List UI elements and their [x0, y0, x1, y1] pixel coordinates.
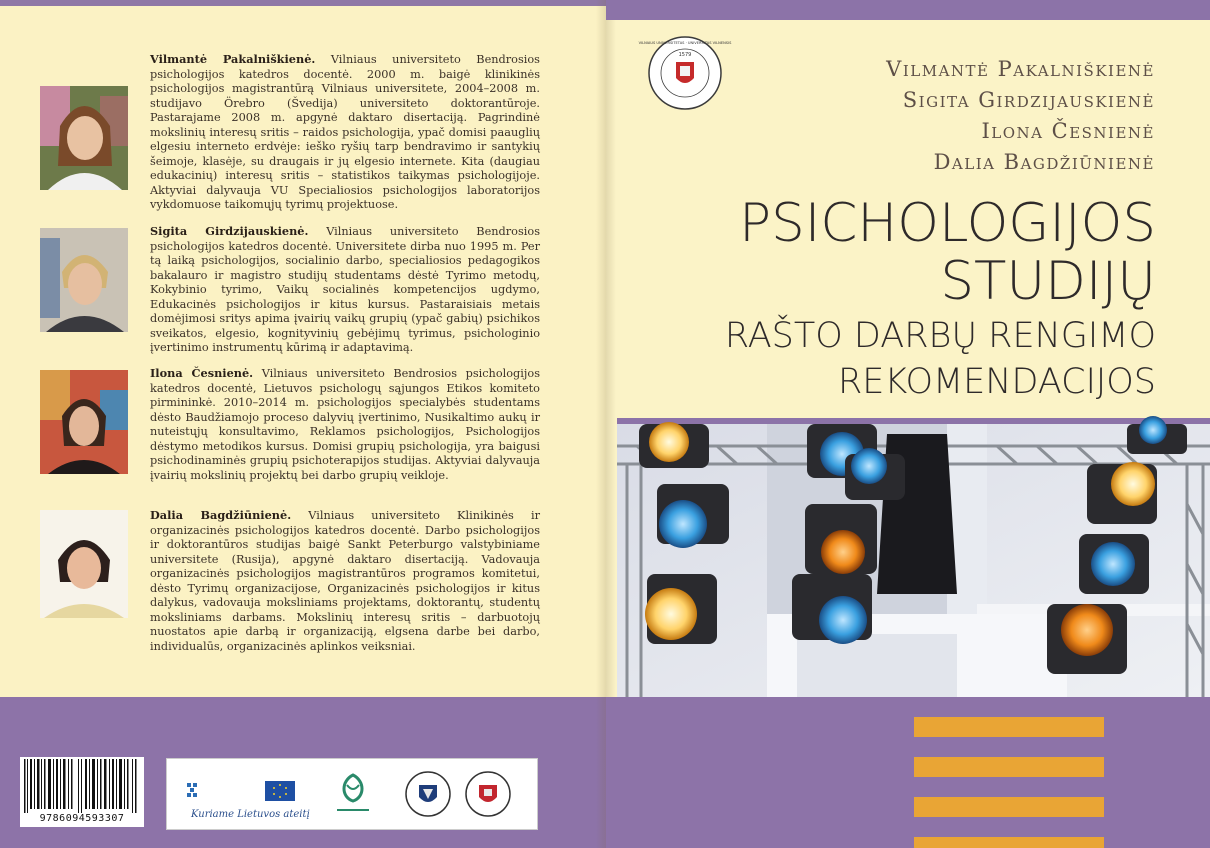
bio-cesniene	[150, 366, 540, 483]
author-3: Ilona Česnienė	[981, 119, 1155, 143]
sponsor-logos	[166, 758, 538, 830]
esf-logo	[185, 779, 305, 809]
seal-text: VILNIAUS UNIVERSITETAS · UNIVERSITAS VILNENSIS	[638, 41, 732, 45]
bio-name: Ilona Česnienė.	[150, 366, 254, 380]
bio-text: Vilniaus universiteto Bendrosios psichologijos katedros docentė. 2000 m. baigė klinikinės psichologijos magistrantūrą Vilniaus universitete, 2004–2008 m. studijavo Örebro (Švedija) universiteto doktorantūroje. Pastarajame 2008 m. apgynė daktaro disertaciją. Pagrindinė mokslinių interesų sritis – raidos psichologija, ypač domisi paauglių elgesiu interneto erdvėje: ieško ryšių tarp bendravimo ir santykių šeimoje, klasėje, su draugais ir jų elgesio internete. Kita (daugiau edukacinių) interesų sritis – statistikos taikymas psichologijoje. Aktyviai dalyvauja VU Specialiosios psichologijos laboratorijos vykdomuose taikomųjų tyrimų projektuose.	[150, 53, 540, 211]
author-4: Dalia Bagdžiūnienė	[933, 150, 1155, 174]
portrait-girdzijauskiene	[40, 228, 128, 332]
title-line-2: STUDIJŲ	[940, 251, 1156, 312]
front-top-strip	[606, 0, 1210, 20]
bio-name: Vilmantė Pakalniškienė.	[150, 52, 316, 66]
barcode	[20, 757, 144, 827]
portrait-pakalniskiene	[40, 86, 128, 190]
bio-text: Vilniaus universiteto Klinikinės ir organizacinės psichologijos katedros docentė. Darbo psichologijos ir doktorantūros studijas baigė Sankt Peterburgo valstybiniame universitete (Rusija), apgynė daktaro disertaciją. Vadovauja organizacinės psichologijos magistrantūros programos komitetui, dėsto Tyrimų organizacijose, Organizacinės psichologijos ir kitus dalykus, vadovauja moksliniams projektams, doktorantų, studentų moksliniams darbams. Mokslinių interesų sritis – darbuotojų nuostatos apie darbą ir organizaciją, elgsena darbe bei darbo, individualūs, organizacinės aplinkos veiksniai.	[150, 509, 540, 653]
bio-text: Vilniaus universiteto Bendrosios psichologijos katedros docentė. Universitete dirba nuo 1995 m. Per tą laiką psichologijos, socialinio darbo, specialiosios pedagogikos bakalauro ir magistro studijų studentams dėstė Tyrimo metodų, Kokybinio tyrimo, Vaikų socialinės kompetencijos ugdymo, Edukacinės psichologijos ir kitus kursus. Pastaraisiais metais domėjimosi sritys apima įvairių vaikų grupių (ypač gabių) psichikos sveikatos, elgesio, kognityvinių gebėjimų tyrimus, psichologinio įvertinimo instrumentų kūrimą ir adaptavimą.	[150, 225, 540, 354]
author-2: Sigita Girdzijauskienė	[902, 88, 1155, 112]
isbn-number: 9786094593307	[39, 813, 125, 824]
bio-name: Dalia Bagdžiūnienė.	[150, 508, 292, 522]
barcode-bars	[20, 757, 144, 815]
seal-year: 1579	[678, 52, 692, 58]
bio-pakalniskiene	[150, 52, 540, 213]
ministry-logo	[333, 771, 373, 817]
stripe-pattern	[914, 697, 1104, 848]
sponsor-slogan: Kuriame Lietuvos ateitį	[191, 809, 310, 820]
subtitle-line-1: RAŠTO DARBŲ RENGIMO	[724, 316, 1156, 356]
bio-bagdziuniene	[150, 508, 540, 654]
bio-girdzijauskiene	[150, 224, 540, 356]
bio-text: Vilniaus universiteto Bendrosios psichologijos katedros docentė, Lietuvos psichologų sąjungos Etikos komiteto pirmininkė. 2010–2014 m. psichologijos specialybės studentams dėsto Baudžiamojo proceso dalyvių įvertinimo, Nusikaltimo aukų ir nuteistųjų konsultavimo, Reklamos psichologijos, Psichologijos dėstymo metodikos kursus. Domisi grupių psichologija, yra baigusi psichodinaminės grupių psichoterapijos studijas. Aktyviai dalyvauja įvairių mokslinių projektų bei darbo grupių veikloje.	[150, 367, 540, 482]
title-line-1: PSICHOLOGIJOS	[739, 193, 1156, 254]
portrait-cesniene	[40, 370, 128, 474]
university-seal-icon	[638, 34, 732, 112]
stage-lights-photo	[617, 424, 1210, 697]
portrait-bagdziuniene	[40, 510, 128, 618]
vu-seal-icon	[463, 769, 513, 819]
front-bottom-band	[606, 697, 1210, 848]
vu-philosophy-seal-icon	[403, 769, 453, 819]
back-top-strip	[0, 0, 606, 6]
bio-name: Sigita Girdzijauskienė.	[150, 224, 309, 238]
author-1: Vilmantė Pakalniškienė	[886, 57, 1155, 81]
subtitle-line-2: REKOMENDACIJOS	[837, 362, 1156, 402]
